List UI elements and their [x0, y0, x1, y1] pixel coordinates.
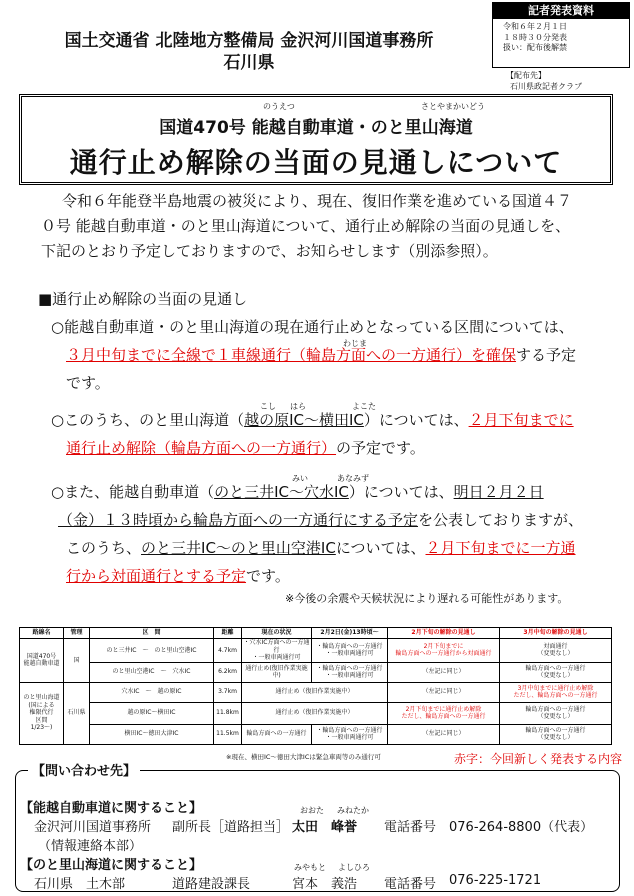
- cell-distance: 4.7km: [214, 639, 242, 663]
- title-box: [19, 94, 613, 185]
- p3-line-4: [66, 567, 290, 585]
- cell-mid-mar: 輪島方面への一方通行 （変更なし）: [500, 702, 612, 724]
- ruby-miyamoto: みやもと: [294, 863, 326, 872]
- table-row: [20, 639, 612, 663]
- cell-feb2: ・輪島方面への一方通行 ・一般車両通行可: [312, 639, 388, 663]
- cell-feb2: ・輪島方面への一方通行 ・一般車両通行可: [312, 662, 388, 682]
- route-noetsu: 国道470号 能越自動車道: [20, 639, 64, 683]
- press-release-box: [492, 2, 630, 68]
- distribution-label: 【配布先】: [506, 71, 546, 80]
- p3-line-2-a: （金）１３時頃から輪島方面への一方通行にする予定: [58, 511, 419, 529]
- col-feb2: 2月2日(金)13時頃～: [312, 628, 388, 639]
- cell-late-feb: （左記に同じ）: [388, 724, 500, 744]
- ruby-mii: みい: [292, 474, 308, 483]
- col-distance: 距離: [214, 628, 242, 639]
- cell-section: 横田IC～徳田大津IC: [90, 724, 214, 744]
- contact-office: 金沢河川国道事務所: [34, 820, 152, 835]
- p3-line-3-highlight: ２月下旬までに一方通: [425, 539, 576, 557]
- contact-phone-label: 電話番号: [384, 820, 437, 835]
- col-section: 区 間: [90, 628, 214, 639]
- ruby-noetsu: のうえつ: [263, 102, 295, 111]
- p3-date: 明日２月２日: [453, 483, 544, 501]
- p3-line-1: [51, 483, 544, 501]
- col-late-feb: 2月下旬の解除の見通し: [388, 628, 500, 639]
- cell-current: 通行止め(復旧作業実施中): [242, 662, 312, 682]
- col-manager: 管理: [64, 628, 90, 639]
- intro-line-1: 令和６年能登半島地震の被災により、現在、復旧作業を進めている国道４７: [62, 192, 573, 210]
- intro-line-3: 下記のとおり予定しておりますので、お知らせします（別添参照）。: [41, 242, 498, 260]
- p2-line-1-highlight: ２月下旬までに: [468, 411, 574, 429]
- contact-office-person: 太田 峰誉: [292, 820, 358, 835]
- contact-office-role: 副所長［道路担当］: [172, 820, 290, 835]
- p2-line-2: [66, 439, 425, 457]
- contact-pref-phone: 076-225-1721: [449, 873, 542, 888]
- contact-pref-person: 宮本 義浩: [292, 877, 358, 892]
- table-footnote: ※現在、横田IC～徳田大津ICは緊急車両等のみ通行可: [226, 753, 381, 761]
- cell-distance: 6.2km: [214, 662, 242, 682]
- cell-late-feb: 2月下旬までに 輪島方面への一方通行から対面通行: [388, 639, 500, 663]
- press-release-label: 記者発表資料: [493, 3, 629, 19]
- p2-line-1-a: ○このうち、のと里山海道（: [51, 411, 245, 429]
- cell-mid-mar: 対面通行 （変更なし）: [500, 639, 612, 663]
- p3-line-3: [66, 539, 576, 557]
- col-current: 現在の状況: [242, 628, 312, 639]
- p3-line-3-a: このうち、: [66, 539, 142, 557]
- cell-section: 穴水IC ～ 越の原IC: [90, 682, 214, 702]
- p3-line-1-c: ）については、: [348, 483, 454, 501]
- cell-mid-mar: 輪島方面への一方通行 （変更なし）: [500, 662, 612, 682]
- ruby-hara: はら: [290, 402, 306, 411]
- contact-office-note: （情報連絡本部）: [38, 839, 143, 854]
- document-subtitle: 国道470号 能越自動車道・のと里山海道: [159, 118, 473, 138]
- contact-office-phone: 076-264-8800（代表）: [449, 820, 594, 835]
- col-route: 路線名: [20, 628, 64, 639]
- ruby-satoyama-kaido: さとやまかいどう: [421, 102, 485, 111]
- ruby-yokota: よこた: [352, 402, 376, 411]
- contact-pref-role: 道路建設課長: [172, 877, 251, 892]
- route-satoyama: のと里山海道 (国による 権限代行 区間 1/23～): [20, 682, 64, 744]
- p2-line-1: [51, 411, 574, 429]
- red-text-legend: 赤字：今回新しく発表する内容: [454, 752, 623, 766]
- cell-section: のと里山空港IC ～ 穴水IC: [90, 662, 214, 682]
- org-line-1: 国土交通省 北陸地方整備局 金沢河川国道事務所: [64, 31, 434, 51]
- p3-line-2: [58, 511, 583, 529]
- ruby-wajima-1: わじま: [343, 339, 367, 348]
- p2-line-1-c: ）については、: [363, 411, 469, 429]
- p2-line-2-rest: の予定です。: [336, 439, 425, 457]
- manager-national: 国: [64, 639, 90, 683]
- p3-line-2-b: を公表しておりますが、: [418, 511, 584, 529]
- manager-ishikawa: 石川県: [64, 682, 90, 744]
- p1-line-3: です。: [66, 374, 110, 392]
- p1-line-1: ○能越自動車道・のと里山海道の現在通行止めとなっている区間については、: [51, 318, 574, 336]
- cell-current: 通行止め（復旧作業実施中）: [242, 682, 388, 702]
- document-title: 通行止め解除の当面の見通しについて: [69, 146, 563, 179]
- table-row: [20, 662, 612, 682]
- contact-title: 【問い合わせ先】: [28, 760, 140, 779]
- p3-line-4-rest: です。: [246, 567, 290, 585]
- ruby-yoshihiro: よしひろ: [338, 863, 370, 872]
- cell-distance: 11.8km: [214, 702, 242, 724]
- p2-line-2-highlight: 通行止め解除（輪島方面への一方通行）: [66, 439, 337, 457]
- org-line-2: 石川県: [223, 53, 275, 73]
- status-table: [19, 627, 612, 745]
- p3-line-3-c: については、: [335, 539, 426, 557]
- p1-line-2: [66, 346, 576, 364]
- table-header-row: [20, 628, 612, 639]
- delay-note: ※今後の余震や天候状況により遅れる可能性があります。: [285, 592, 569, 605]
- p1-line-2-highlight: ３月中旬までに全線で１車線通行（輪島方面への一方通行）を確保: [66, 346, 517, 364]
- table-row: [20, 682, 612, 702]
- ruby-minetaka: みねたか: [337, 806, 369, 815]
- p1-line-2-rest: する予定: [516, 346, 577, 364]
- cell-distance: 11.5km: [214, 724, 242, 744]
- table-row: [20, 724, 612, 744]
- contact-pref: 石川県 土木部: [34, 877, 126, 892]
- p3-line-1-a: ○また、能越自動車道（: [51, 483, 215, 501]
- cell-current: ・穴水IC方面への一方通行 ・一般車両通行可: [242, 639, 312, 663]
- issuing-organization: [14, 30, 484, 74]
- distribution-target: 石川県政記者クラブ: [510, 82, 582, 91]
- distribution-info: [506, 70, 582, 92]
- cell-current: 輪島方面への一方通行: [242, 724, 312, 744]
- p3-line-4-highlight: 行から対面通行とする予定: [66, 567, 247, 585]
- p2-section-name: 越の原IC～横田IC: [244, 411, 364, 429]
- cell-late-feb: （左記に同じ）: [388, 682, 500, 702]
- table-row: [20, 702, 612, 724]
- p3-subsection-name: のと三井IC～のと里山空港IC: [141, 539, 336, 557]
- cell-late-feb: 2月下旬までに通行止め解除 ただし、輪島方面への一方通行: [388, 702, 500, 724]
- section-heading: ■通行止め解除の当面の見通し: [38, 290, 248, 308]
- cell-distance: 3.7km: [214, 682, 242, 702]
- ruby-anamizu: あなみず: [337, 474, 369, 483]
- contact-noetsu-heading: 【能越自動車道に関すること】: [20, 801, 203, 816]
- cell-current: 通行止め（復旧作業実施中）: [242, 702, 388, 724]
- contact-phone-label-2: 電話番号: [384, 877, 437, 892]
- release-date: 令和６年２月１日: [503, 22, 567, 31]
- col-mid-mar: 3月中旬の解除の見通し: [500, 628, 612, 639]
- cell-mid-mar: 輪島方面への一方通行 （変更なし）: [500, 724, 612, 744]
- cell-mid-mar: 3月中旬までに通行止め解除 ただし、輪島方面への一方通行: [500, 682, 612, 702]
- cell-section: のと三井IC ～ のと里山空港IC: [90, 639, 214, 663]
- p3-section-name: のと三井IC～穴水IC: [214, 483, 349, 501]
- cell-late-feb: （左記に同じ）: [388, 662, 500, 682]
- release-time: １８時３０分発表: [503, 32, 567, 42]
- contact-satoyama-heading: 【のと里山海道に関すること】: [20, 858, 203, 873]
- ruby-ota: おおた: [300, 806, 324, 815]
- cell-section: 越の原IC～横田IC: [90, 702, 214, 724]
- ruby-koshi: こし: [260, 402, 276, 411]
- cell-feb2: ・輪島方面への一方通行 ・一般車両通行可: [312, 724, 388, 744]
- release-handling: 扱い：配布後解禁: [503, 43, 567, 52]
- intro-line-2: ０号 能越自動車道・のと里山海道について、通行止め解除の当面の見通しを、: [41, 217, 571, 235]
